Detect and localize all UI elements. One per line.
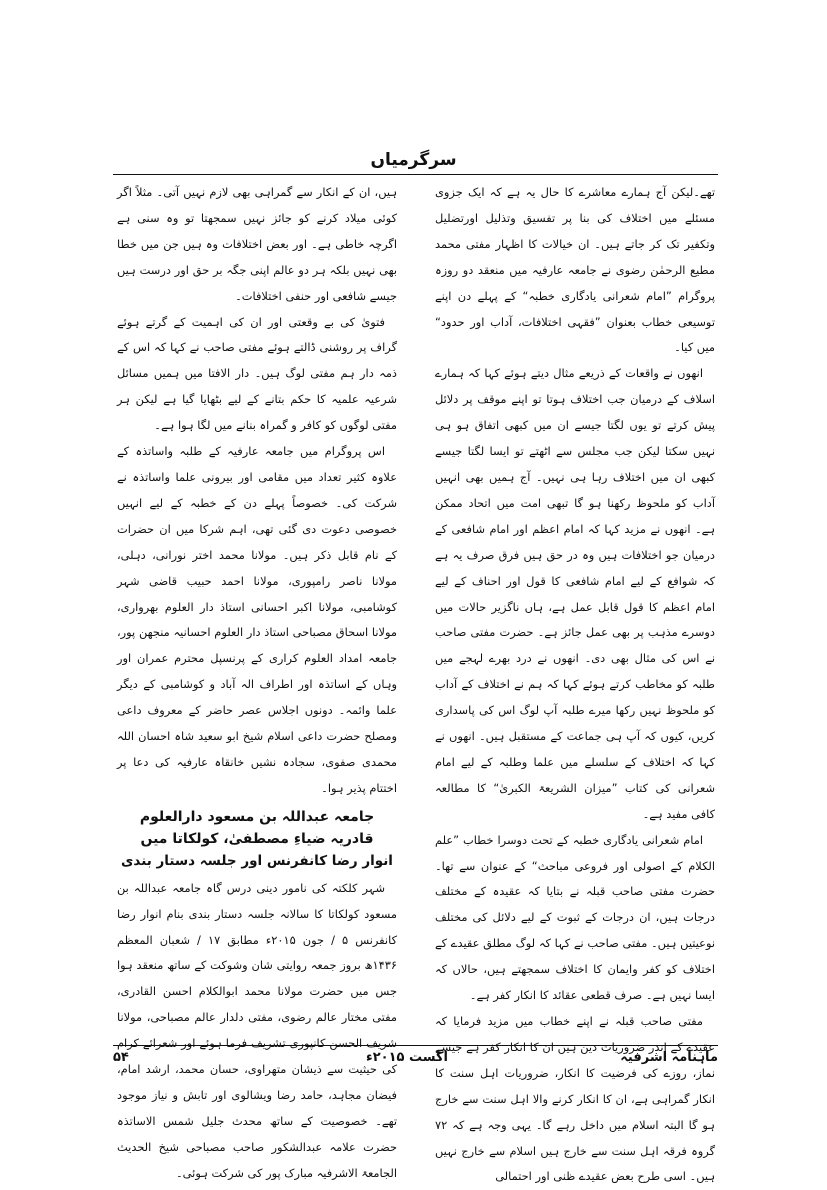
article-heading: جامعہ عبداللہ بن مسعود دارالعلوم قادریہ ضیاءِ مصطفیٰ، کولکاتا میں — [139, 808, 375, 847]
header-rule — [113, 174, 718, 175]
paragraph: مفتی صاحب قبلہ نے اپنے خطاب میں مزید فرمایا کہ عقیدے کے اندر ضروریات دین ہیں ان کا انکار کفر ہے جیسے نماز، روزے کی فرضیت کا انکار، ضروریات اہل سنت کا انکار گمراہی ہے، ان کا انکار کرنے والا اہل سنت سے خارج ہو گا البتہ اسلام میں داخل رہے گا۔ یہی وجہ ہے کہ ۷۲ گروہ فرقہ اہل سنت سے خارج ہیں اسلام سے خارج نہیں ہیں۔ اسی طرح بعض عقیدے ظنی اور احتمالی — [435, 1014, 715, 1184]
magazine-name: ماہنامہ اشرفیہ — [620, 1050, 718, 1065]
paragraph: فتویٰ کی بے وقعتی اور ان کی اہمیت کے گرتے ہوئے گراف پر روشنی ڈالتے ہوئے مفتی صاحب نے کہا کہ اس کے ذمہ دار ہم مفتی لوگ ہیں۔ دار الافتا میں ہمیں مسائل شرعیہ علمیہ کا حکم بتانے کے لیے بٹھایا گیا ہے لیکن ہر مفتی لوگوں کو کافر و گمراہ بنانے میں لگا ہوا ہے۔ — [117, 314, 397, 433]
paragraph: اس پروگرام میں جامعہ عارفیہ کے طلبہ واساتذہ کے علاوہ کثیر تعداد میں مقامی اور بیرونی علما واساتذہ نے شرکت کی۔ خصوصاً پہلے دن کے خطبہ کے لیے انہیں خصوصی دعوت دی گئی تھی، اہم شرکا میں ان حضرات کے نام قابل ذکر ہیں۔ مولانا محمد اختر نورانی، دہلی، مولانا ناصر رامپوری، مولانا احمد حبیب قاضی شہر کوشامبی، مولانا اکبر احسانی استاذ دار العلوم بھرواری، مولانا اسحاق مصباحی استاذ دار العلوم احسانیہ منجھن پور، جامعہ امداد العلوم کراری کے پرنسپل محترم عمران اور وہاں کے اساتذہ اور اطراف الہ آباد و کوشامبی کے دیگر علما وائمہ۔ دونوں اجلاس عصر حاضر کے معروف داعی ومصلح حضرت داعی اسلام شیخ ابو سعید شاہ احسان اللہ محمدی صفوی، سجادہ نشیں خانقاہ عارفیہ کی دعا پر اختتام پذیر ہوا۔ — [117, 444, 397, 795]
left-column — [117, 180, 397, 1187]
paragraph: امام شعرانی یادگاری خطبہ کے تحت دوسرا خطاب ”علم الکلام کے اصولی اور فروعی مباحث“ کے عنوان سے تھا۔ حضرت مفتی صاحب قبلہ نے بتایا کہ عقیدہ کے مختلف درجات ہیں، ان درجات کے ثبوت کے لیے دلائل کی مختلف نوعیتیں ہیں۔ مفتی صاحب نے کہا کہ لوگ مطلق عقیدے کے اختلاف کو کفر وایمان کا اختلاف سمجھتے ہیں، حالاں کہ ایسا نہیں ہے۔ صرف قطعی عقائد کا انکار کفر ہے۔ — [435, 832, 715, 1003]
right-column — [435, 180, 715, 1190]
section-title: سرگرمیاں — [370, 150, 457, 170]
page-number: ۵۴ — [113, 1050, 129, 1065]
footer-rule — [113, 1045, 718, 1046]
article-subheading: انوار رضا کانفرنس اور جلسہ دستار بندی — [121, 852, 393, 869]
page-footer — [113, 1050, 718, 1072]
paragraph: تھے۔لیکن آج ہمارے معاشرے کا حال یہ ہے کہ ایک جزوی مسئلے میں اختلاف کی بنا پر تفسیق وتذلیل اورتضلیل وتکفیر تک کر جاتے ہیں۔ ان خیالات کا اظہار مفتی محمد مطیع الرحمٰن رضوی نے جامعہ عارفیہ میں منعقد دو روزہ پروگرام ”امام شعرانی یادگاری خطبہ“ کے پہلے دن اپنے توسیعی خطاب بعنوان ”فقہی اختلافات، آداب اور حدود“ میں کیا۔ — [435, 185, 715, 355]
paragraph: شہر کلکتہ کی نامور دینی درس گاہ جامعہ عبداللہ بن مسعود کولکاتا کا سالانہ جلسہ دستار بندی بنام انوار رضا کانفرنس ۵ / جون ۲۰۱۵ء مطابق ۱۷ / شعبان المعظم ۱۴۳۶ھ بروز جمعہ روایتی شان وشوکت کے ساتھ منعقد ہوا جس میں حضرت مولانا محمد ابوالکلام احسن القادری، مفتی مختار عالم رضوی، مفتی دلدار عالم مصباحی، مولانا شریف الحسن کانپوری تشریف فرما ہوئے اور شعرائے کرام کی حیثیت سے ذیشان متھراوی، حسان محمد، ارشد امام، فیضان مجاہد، حامد رضا ویشالوی اور تابش و نیاز موجود تھے۔ خصوصیت کے ساتھ محدث جلیل شمس الاساتذہ حضرت علامہ عبدالشکور صاحب مصباحی شیخ الحدیث الجامعۃ الاشرفیہ مبارک پور کی شرکت ہوئی۔ — [117, 880, 397, 1180]
paragraph: انھوں نے واقعات کے ذریعے مثال دیتے ہوئے کہا کہ ہمارے اسلاف کے درمیان جب اختلاف ہوتا تو اپنے موقف پر دلائل پیش کرتے تو یوں لگتا جیسے ان میں کبھی اتفاق ہو ہی نہیں سکتا لیکن جب مجلس سے اٹھتے تو ایسا لگتا جیسے کبھی ان میں اختلاف رہا ہی نہیں۔ آج ہمیں بھی انہیں آداب کو ملحوظ رکھنا ہو گا تبھی امت میں اتحاد ممکن ہے۔ انھوں نے مزید کہا کہ امام اعظم اور امام شافعی کے درمیان جو اختلافات ہیں وہ در حق ہیں فرق صرف یہ ہے کہ شوافع کے لیے امام شافعی کا قول اور احناف کے لیے امام اعظم کا قول قابل عمل ہے، ہاں ناگزیر حالات میں دوسرے مذہب پر بھی عمل جائز ہے۔ حضرت مفتی صاحب نے اس کی مثال بھی دی۔ انھوں نے درد بھرے لہجے میں طلبہ کو مخاطب کرتے ہوئے کہا کہ ہم نے اختلاف کے آداب کو ملحوظ نہیں رکھا میرے طلبہ آپ لوگ اس کی پاسداری کریں، کیوں کہ آپ ہی جماعت کے مستقبل ہیں۔ انھوں نے کہا کہ اختلاف کے سلسلے میں علما وطلبہ کے لیے امام شعرانی کی کتاب ”میزان الشریعۃ الکبریٰ“ کا مطالعہ کافی مفید ہے۔ — [435, 366, 715, 821]
issue-date: اگست ۲۰۱۵ء — [366, 1050, 448, 1065]
paragraph: ہیں، ان کے انکار سے گمراہی بھی لازم نہیں آتی۔ مثلاً اگر کوئی میلاد کرنے کو جائز نہیں سمجھتا تو وہ سنی ہے اگرچہ خاطی ہے۔ اور بعض اختلافات وہ ہیں جن میں خطا بھی نہیں بلکہ ہر دو عالم اپنی جگہ بر حق اور درست ہیں جیسے شافعی اور حنفی اختلافات۔ — [117, 185, 397, 303]
